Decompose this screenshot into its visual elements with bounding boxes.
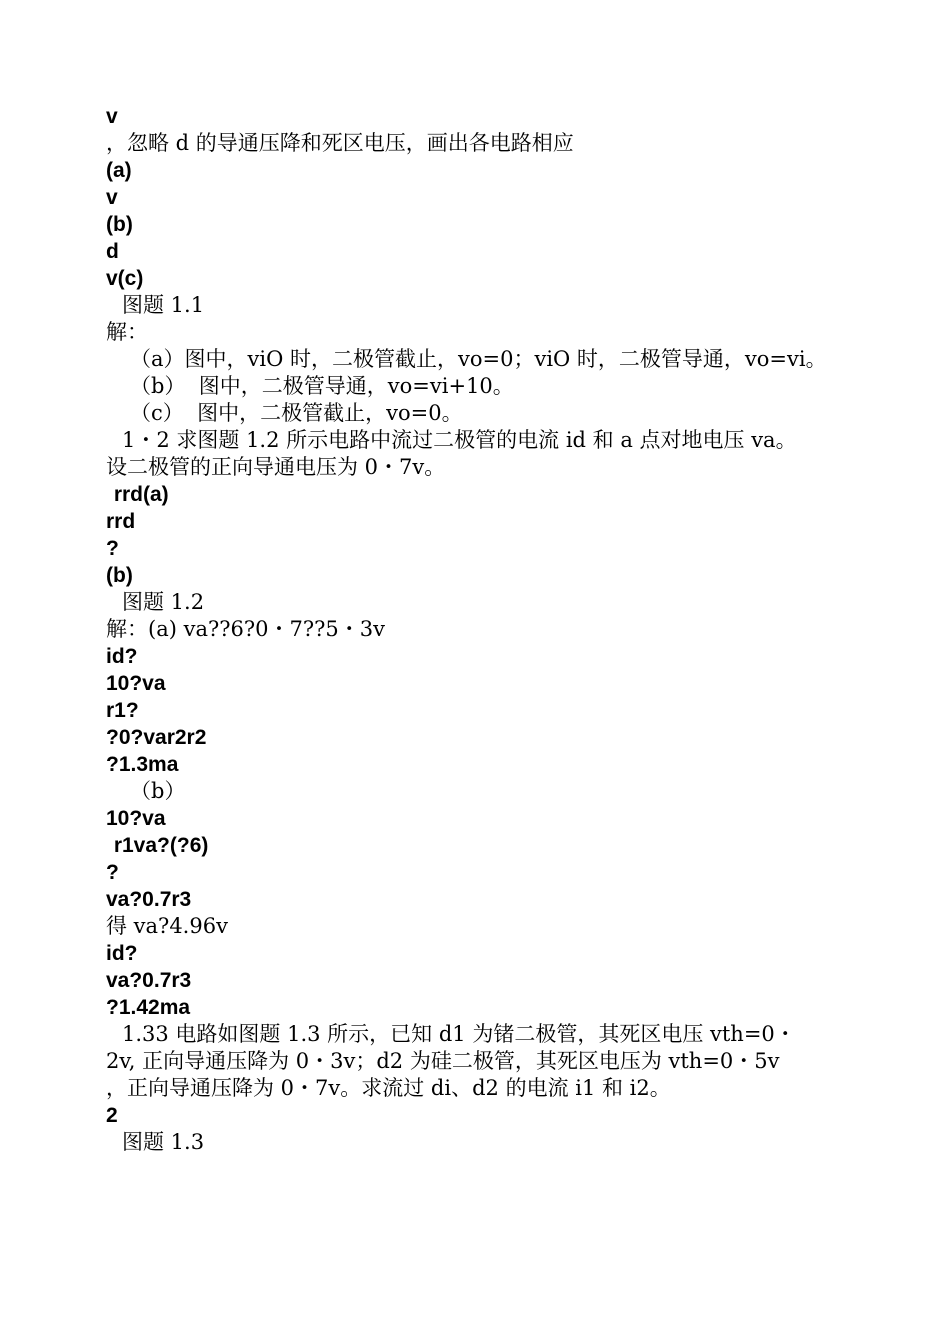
text-line: 10?va	[106, 672, 166, 695]
text-line: 10?va	[106, 807, 166, 830]
text-line: ?	[106, 861, 119, 884]
text-line: 2	[106, 1104, 118, 1127]
text-line: （c） 图中，二极管截止，vo=0。	[130, 401, 463, 425]
text-line: r1?	[106, 699, 139, 722]
text-line: va?0.7r3	[106, 969, 192, 992]
text-line: (a)	[106, 159, 132, 182]
text-line: 得 va?4.96v	[106, 914, 228, 938]
text-line: d	[106, 240, 119, 263]
text-line: （a）图中，viO 时，二极管截止，vo=0；viO 时，二极管导通，vo=vi。	[130, 347, 827, 371]
document-body	[106, 103, 950, 1156]
text-line: ?	[106, 537, 119, 560]
text-line: ?0?var2r2	[106, 726, 207, 749]
text-line: 图题 1.2	[122, 590, 205, 614]
text-line: v	[106, 186, 118, 209]
text-line: id?	[106, 645, 138, 668]
text-line: id?	[106, 942, 138, 965]
text-line: va?0.7r3	[106, 888, 192, 911]
text-line: rrd(a)	[108, 483, 169, 506]
text-line: 解：(a) va??6?0・7??5・3v	[106, 617, 385, 641]
text-line: (b)	[106, 564, 133, 587]
text-line: rrd	[106, 510, 136, 533]
text-line: ，忽略 d 的导通压降和死区电压，画出各电路相应	[106, 131, 574, 155]
text-line: 解：	[106, 320, 148, 344]
text-line: 2v, 正向导通压降为 0・3v；d2 为硅二极管，其死区电压为 vth=0・5v	[106, 1049, 780, 1073]
text-line: 1・2 求图题 1.2 所示电路中流过二极管的电流 id 和 a 点对地电压 va。	[122, 428, 797, 452]
text-line: （b）	[130, 779, 186, 803]
text-line: ?1.3ma	[106, 753, 179, 776]
text-line: ?1.42ma	[106, 996, 191, 1019]
text-line: 图题 1.1	[122, 293, 205, 317]
text-line: 设二极管的正向导通电压为 0・7v。	[106, 455, 446, 479]
text-line: 图题 1.3	[122, 1130, 205, 1154]
text-line: v(c)	[106, 267, 144, 290]
text-line: （b） 图中，二极管导通，vo=vi+10。	[130, 374, 514, 398]
text-line: (b)	[106, 213, 133, 236]
text-line: v	[106, 105, 118, 128]
text-line: 1.33 电路如图题 1.3 所示，已知 d1 为锗二极管，其死区电压 vth=0・	[122, 1022, 796, 1046]
text-line: ，正向导通压降为 0・7v。求流过 di、d2 的电流 i1 和 i2。	[106, 1076, 671, 1100]
text-line: r1va?(?6)	[108, 834, 209, 857]
